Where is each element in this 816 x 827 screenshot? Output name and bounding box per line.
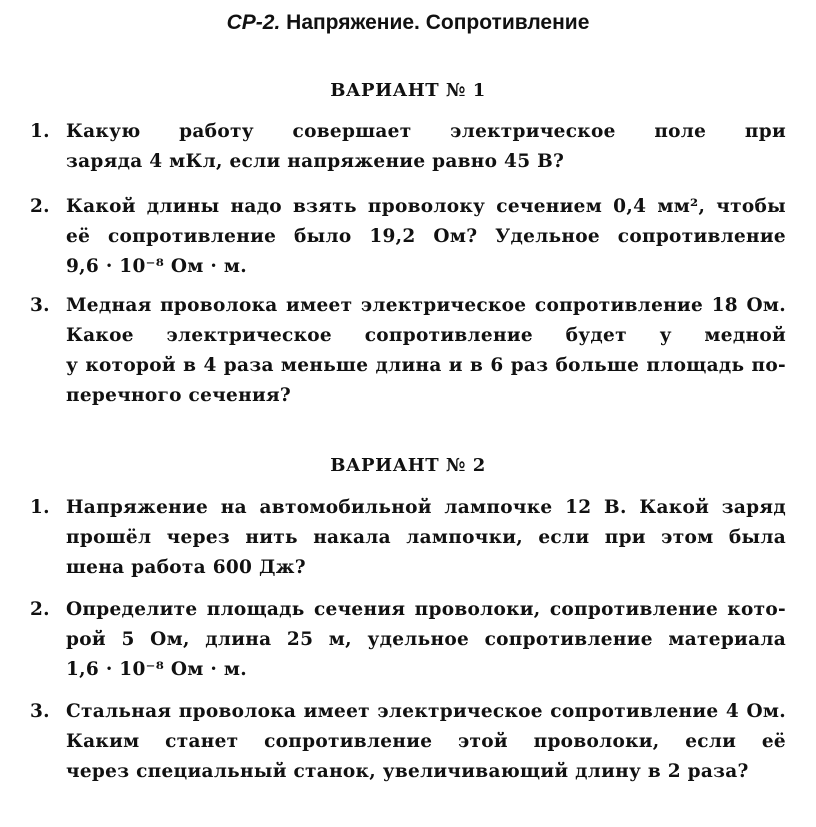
problem-line: Какой длины надо взять проволоку сечением 0,4 мм², чтобы [66,196,786,217]
problem-line: у которой в 4 раза меньше длина и в 6 раз больше площадь по- [66,355,786,376]
problem-line: шена работа 600 Дж? [66,557,306,578]
problem-line: Напряжение на автомобильной лампочке 12 В. Какой заряд [66,497,786,518]
variant-2-problem-1 [30,493,786,583]
title-text: Напряжение. Сопротивление [286,11,590,34]
page-title [0,8,816,38]
problem-line: 1,6 · 10⁻⁸ Ом · м. [66,659,247,680]
problem-line: через специальный станок, увеличивающий длину в 2 раза? [66,761,749,782]
variant-2-heading: ВАРИАНТ № 2 [330,455,486,476]
variant-2-problem-3 [30,697,786,787]
variant-1-problem-3 [30,291,786,411]
problem-number: 2. [30,196,50,217]
problem-number: 3. [30,701,50,722]
problem-line: Каким станет сопротивление этой проволоки, если её [66,731,786,752]
problem-number: 2. [30,599,50,620]
problem-line: Медная проволока имеет электрическое сопротивление 18 Ом. [66,295,786,316]
problem-line: 9,6 · 10⁻⁸ Ом · м. [66,256,247,277]
problem-line: Какую работу совершает электрическое поле при [66,121,786,142]
problem-line: заряда 4 мКл, если напряжение равно 45 В? [66,151,565,172]
problem-line: Какое электрическое сопротивление будет у медной [66,325,786,346]
variant-1-heading: ВАРИАНТ № 1 [330,80,486,101]
variant-1-problem-1 [30,117,786,177]
problem-number: 1. [30,497,50,518]
problem-line: прошёл через нить накала лампочки, если при этом была [66,527,786,548]
variant-2-problem-2 [30,595,786,685]
problem-line: рой 5 Ом, длина 25 м, удельное сопротивление материала [66,629,786,650]
title-code: СР-2. [226,11,281,34]
problem-number: 1. [30,121,50,142]
problem-line: Определите площадь сечения проволоки, сопротивление кото- [66,599,786,620]
problem-line: перечного сечения? [66,385,292,406]
variant-1-problem-2 [30,192,786,282]
problem-line: Стальная проволока имеет электрическое сопротивление 4 Ом. [66,701,786,722]
problem-line: её сопротивление было 19,2 Ом? Удельное сопротивление [66,226,786,247]
problem-number: 3. [30,295,50,316]
